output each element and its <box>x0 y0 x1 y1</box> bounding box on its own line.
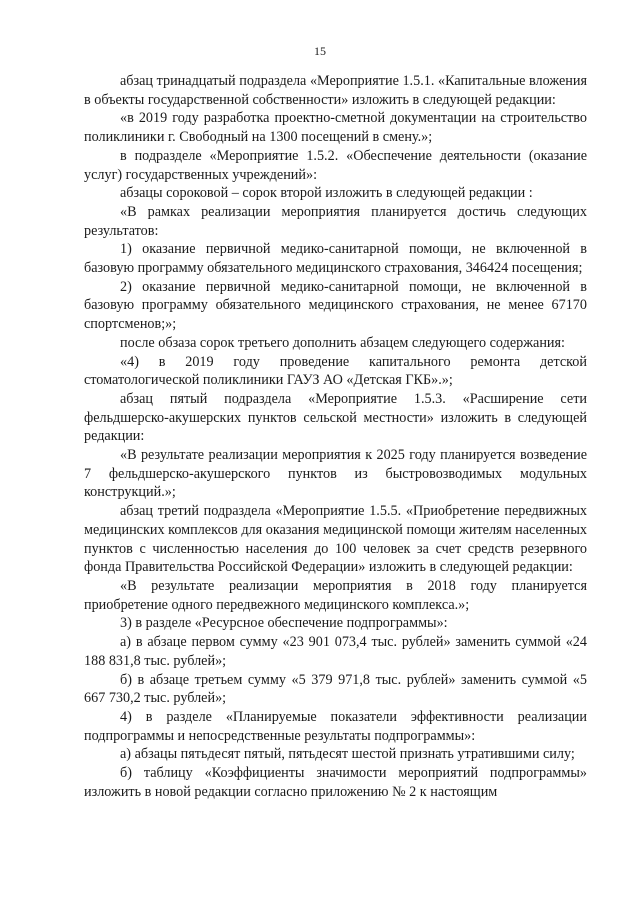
paragraph: б) таблицу «Коэффициенты значимости мероприятий подпрограммы» изложить в новой редакции согласно приложению № 2 к настоящим <box>84 765 587 800</box>
paragraph: абзац пятый подраздела «Мероприятие 1.5.3. «Расширение сети фельдшерско-акушерских пунктов сельской местности» изложить в следующей редакции: <box>84 390 587 445</box>
paragraph: «В рамках реализации мероприятия планируется достичь следующих результатов: <box>84 203 587 239</box>
paragraph: 3) в разделе «Ресурсное обеспечение подпрограммы»: <box>120 615 448 632</box>
paragraph: после обзаза сорок третьего дополнить абзацем следующего содержания: <box>120 334 565 351</box>
paragraph: «4) в 2019 году проведение капитального ремонта детской стоматологической поликлиники ГАУЗ АО «Детская ГКБ».»; <box>84 353 587 389</box>
paragraph: «В результате реализации мероприятия в 2018 году планируется приобретение одного передвежного медицинского комплекса.»; <box>84 577 587 613</box>
paragraph: абзацы сороковой – сорок второй изложить в следующей редакции : <box>120 185 533 202</box>
paragraph: 4) в разделе «Планируемые показатели эффективности реализации подпрограммы и непосредственные результаты подпрограммы»: <box>84 708 587 744</box>
page-number: 15 <box>314 44 326 58</box>
paragraph: абзац третий подраздела «Мероприятие 1.5.5. «Приобретение передвижных медицинских комплексов для оказания медицинской помощи жителям населенных пунктов с численностью населения до 100 человек за счет средств резервного фонда Правительства Российской Федерации» изложить в следующей редакции: <box>84 503 587 576</box>
paragraph: б) в абзаце третьем сумму «5 379 971,8 тыс. рублей» заменить суммой «5 667 730,2 тыс. рублей»; <box>84 671 587 707</box>
paragraph: 2) оказание первичной медико-санитарной помощи, не включенной в базовую программу обязательного медицинского страхования, не менее 67170 спортсменов;»; <box>84 278 587 333</box>
paragraph: «в 2019 году разработка проектно-сметной документации на строительство поликлиники г. Свободный на 1300 посещений в смену.»; <box>84 110 587 146</box>
paragraph: а) в абзаце первом сумму «23 901 073,4 тыс. рублей» заменить суммой «24 188 831,8 тыс. рублей»; <box>84 634 587 669</box>
paragraph: «В результате реализации мероприятия к 2025 году планируется возведение 7 фельдшерско-акушерского пунктов из быстровозводимых модульных конструкций.»; <box>84 447 587 501</box>
paragraph: в подразделе «Мероприятие 1.5.2. «Обеспечение деятельности (оказание услуг) государственных учреждений»: <box>84 147 587 183</box>
paragraph: абзац тринадцатый подраздела «Мероприятие 1.5.1. «Капитальные вложения в объекты государственной собственности» изложить в следующей редакции: <box>84 73 587 108</box>
document-body <box>84 72 587 801</box>
paragraph: а) абзацы пятьдесят пятый, пятьдесят шестой признать утратившими силу; <box>120 746 575 763</box>
paragraph: 1) оказание первичной медико-санитарной помощи, не включенной в базовую программу обязательного медицинского страхования, 346424 посещения; <box>84 241 587 277</box>
